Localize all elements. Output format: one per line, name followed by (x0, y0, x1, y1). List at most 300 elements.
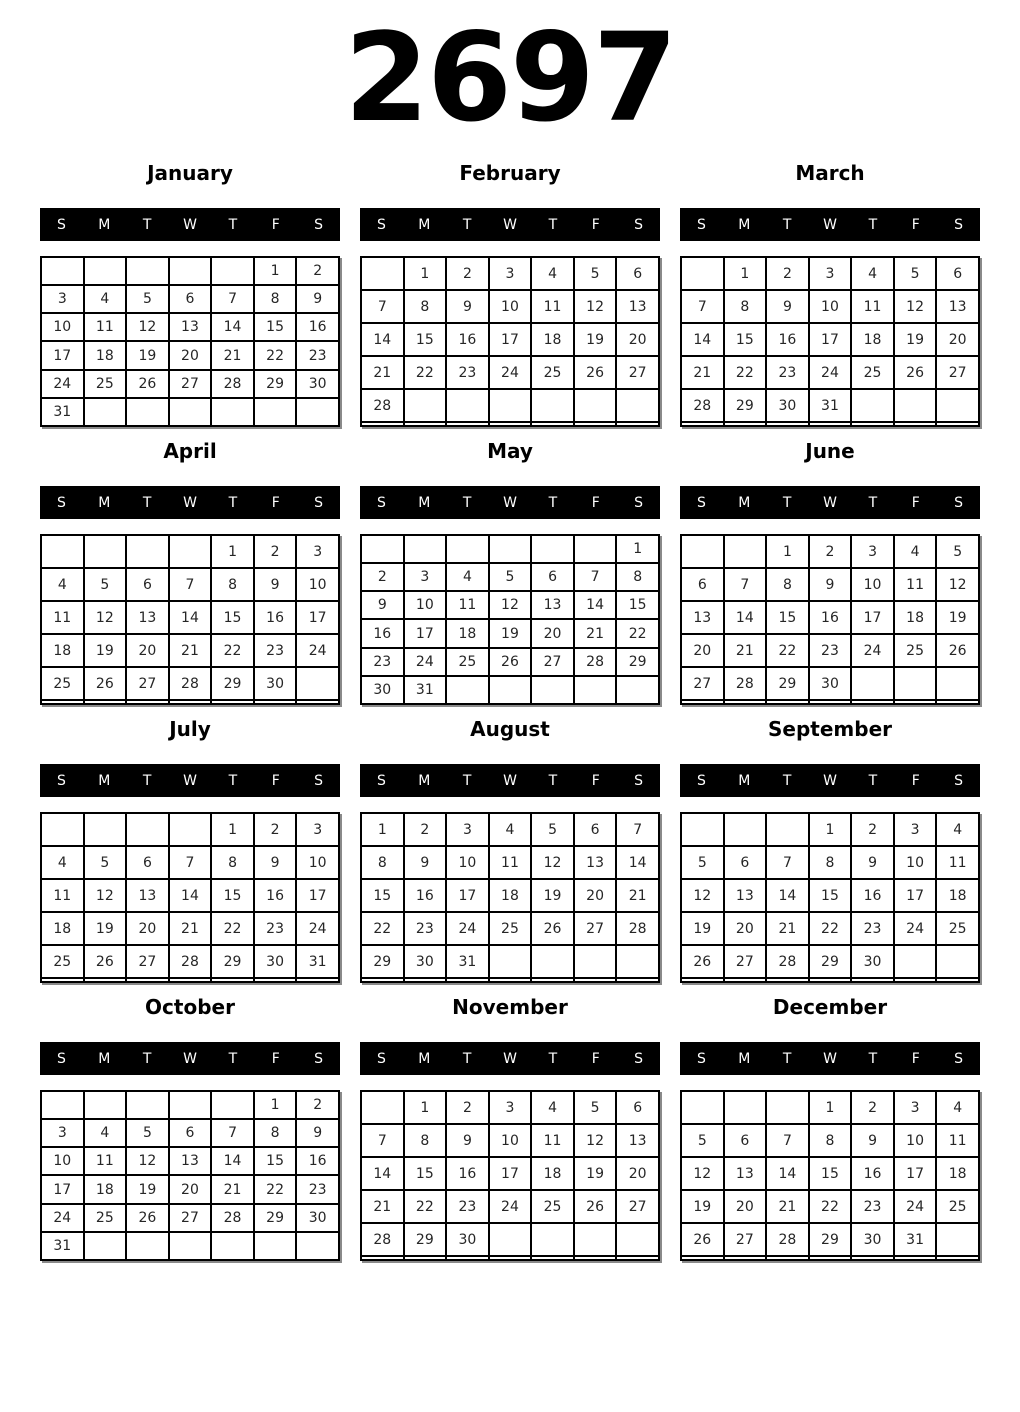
day-cell: 18 (937, 1158, 980, 1191)
day-cell: 11 (42, 880, 85, 913)
day-cell: 23 (810, 635, 853, 668)
weekday-label: M (98, 1050, 111, 1067)
day-cell: 29 (362, 946, 405, 979)
day-cell: 28 (767, 1224, 810, 1257)
day-cell: 17 (852, 602, 895, 635)
day-cell-empty (725, 1257, 768, 1261)
day-cell-empty (937, 946, 980, 979)
day-cell: 15 (767, 602, 810, 635)
day-cell: 20 (170, 342, 213, 370)
day-cell: 21 (617, 880, 660, 913)
weekday-label: M (738, 772, 751, 789)
month-title: September (768, 717, 892, 741)
weekday-label: T (142, 1050, 152, 1067)
day-cell: 11 (490, 847, 533, 880)
weekday-label: W (823, 772, 837, 789)
day-cell-empty (255, 1233, 298, 1261)
day-cell: 1 (810, 1092, 853, 1125)
day-cell: 3 (490, 258, 533, 291)
day-cell: 15 (212, 602, 255, 635)
day-cell: 24 (490, 1191, 533, 1224)
day-cell: 10 (490, 291, 533, 324)
day-cell: 18 (42, 635, 85, 668)
day-cell: 14 (362, 324, 405, 357)
weekday-label: T (142, 494, 152, 511)
day-cell-empty (725, 1092, 768, 1125)
day-cell: 20 (617, 1158, 660, 1191)
day-cell: 20 (725, 1191, 768, 1224)
day-cell: 20 (170, 1176, 213, 1204)
day-cell: 25 (85, 371, 128, 399)
day-cell: 14 (170, 602, 213, 635)
weekday-label: M (418, 216, 431, 233)
day-cell: 14 (362, 1158, 405, 1191)
day-cell: 7 (170, 847, 213, 880)
day-cell: 26 (127, 371, 170, 399)
day-cell-empty (575, 536, 618, 564)
week-row (42, 814, 340, 847)
weekday-label: T (868, 772, 878, 789)
weekday-label: T (868, 494, 878, 511)
day-cell: 2 (255, 536, 298, 569)
day-cell: 17 (810, 324, 853, 357)
week-row (682, 536, 980, 569)
week-row (42, 1120, 340, 1148)
day-cell: 8 (362, 847, 405, 880)
day-cell: 28 (362, 390, 405, 423)
day-cell: 17 (490, 324, 533, 357)
day-cell-empty (42, 1092, 85, 1120)
day-cell-empty (532, 677, 575, 705)
month-day-grid (680, 534, 980, 705)
weekday-label: T (548, 1050, 558, 1067)
day-cell-empty (937, 668, 980, 701)
day-cell: 30 (255, 946, 298, 979)
day-cell: 13 (725, 880, 768, 913)
weekday-header-bar (360, 208, 660, 241)
day-cell: 6 (127, 847, 170, 880)
weekday-label: M (738, 1050, 751, 1067)
day-cell: 18 (937, 880, 980, 913)
day-cell: 15 (255, 314, 298, 342)
weekday-label: F (911, 494, 920, 511)
day-cell: 8 (405, 1125, 448, 1158)
weekday-label: F (271, 1050, 280, 1067)
day-cell: 16 (255, 880, 298, 913)
week-row (42, 258, 340, 286)
day-cell: 21 (212, 1176, 255, 1204)
day-cell: 13 (532, 592, 575, 620)
day-cell-empty (405, 536, 448, 564)
weekday-label: M (738, 216, 751, 233)
day-cell: 2 (255, 814, 298, 847)
day-cell: 16 (297, 314, 340, 342)
month-day-grid-body (42, 814, 340, 983)
week-row (362, 946, 660, 979)
month-day-grid-body (42, 1092, 340, 1261)
month-day-grid-body (362, 258, 660, 427)
week-row (42, 1233, 340, 1261)
day-cell: 1 (212, 536, 255, 569)
day-cell: 12 (895, 291, 938, 324)
day-cell: 30 (447, 1224, 490, 1257)
month-day-grid-body (42, 258, 340, 427)
day-cell-empty (362, 1257, 405, 1261)
day-cell: 30 (767, 390, 810, 423)
day-cell: 19 (490, 620, 533, 648)
day-cell: 27 (170, 1205, 213, 1233)
weekday-label: T (228, 772, 238, 789)
week-row (42, 569, 340, 602)
week-row (42, 847, 340, 880)
day-cell: 6 (725, 1125, 768, 1158)
day-cell: 10 (895, 1125, 938, 1158)
day-cell: 25 (532, 357, 575, 390)
day-cell: 11 (937, 847, 980, 880)
week-row (42, 913, 340, 946)
week-row (682, 1224, 980, 1257)
month-title: May (487, 439, 533, 463)
day-cell: 23 (852, 913, 895, 946)
day-cell-empty (127, 536, 170, 569)
weekday-header-bar (680, 208, 980, 241)
day-cell: 31 (810, 390, 853, 423)
day-cell-empty (362, 536, 405, 564)
day-cell: 26 (682, 946, 725, 979)
week-row (682, 1125, 980, 1158)
day-cell: 21 (767, 913, 810, 946)
day-cell: 16 (255, 602, 298, 635)
weekday-label: S (954, 216, 964, 233)
day-cell-empty (682, 814, 725, 847)
day-cell: 16 (362, 620, 405, 648)
day-cell: 1 (362, 814, 405, 847)
weekday-label: S (376, 494, 386, 511)
day-cell: 7 (767, 847, 810, 880)
day-cell-empty (682, 1257, 725, 1261)
day-cell-empty (170, 258, 213, 286)
day-cell: 1 (255, 1092, 298, 1120)
day-cell: 3 (447, 814, 490, 847)
weekday-label: T (782, 772, 792, 789)
day-cell: 29 (212, 668, 255, 701)
day-cell-empty (617, 1224, 660, 1257)
month-day-grid (360, 812, 660, 983)
day-cell-empty (575, 946, 618, 979)
day-cell: 17 (895, 880, 938, 913)
day-cell: 9 (255, 569, 298, 602)
day-cell: 27 (725, 946, 768, 979)
weekday-label: W (503, 494, 517, 511)
day-cell: 8 (255, 1120, 298, 1148)
weekday-label: M (98, 494, 111, 511)
day-cell: 10 (297, 847, 340, 880)
day-cell: 23 (255, 635, 298, 668)
week-row (42, 1148, 340, 1176)
day-cell: 4 (937, 1092, 980, 1125)
day-cell: 2 (362, 564, 405, 592)
day-cell: 5 (127, 1120, 170, 1148)
weekday-label: S (634, 1050, 644, 1067)
day-cell: 5 (575, 1092, 618, 1125)
day-cell: 19 (575, 1158, 618, 1191)
month-block-april (40, 427, 340, 705)
day-cell: 5 (937, 536, 980, 569)
week-row (362, 536, 660, 564)
weekday-label: S (56, 216, 66, 233)
day-cell-empty (682, 1092, 725, 1125)
week-row (362, 1158, 660, 1191)
day-cell: 22 (405, 357, 448, 390)
weekday-label: W (823, 1050, 837, 1067)
day-cell: 3 (42, 286, 85, 314)
day-cell: 18 (490, 880, 533, 913)
day-cell: 14 (725, 602, 768, 635)
day-cell: 17 (490, 1158, 533, 1191)
day-cell-empty (490, 677, 533, 705)
day-cell: 30 (297, 371, 340, 399)
month-block-january (40, 149, 340, 427)
weekday-header-bar (360, 764, 660, 797)
day-cell: 10 (810, 291, 853, 324)
day-cell: 4 (895, 536, 938, 569)
day-cell: 22 (810, 913, 853, 946)
weekday-label: F (911, 772, 920, 789)
day-cell: 26 (575, 1191, 618, 1224)
weekday-header-bar (40, 208, 340, 241)
day-cell: 8 (767, 569, 810, 602)
day-cell: 5 (532, 814, 575, 847)
day-cell: 9 (297, 286, 340, 314)
day-cell: 5 (682, 1125, 725, 1158)
day-cell: 13 (127, 602, 170, 635)
day-cell: 1 (255, 258, 298, 286)
day-cell-empty (212, 1092, 255, 1120)
weekday-label: W (823, 216, 837, 233)
day-cell: 26 (895, 357, 938, 390)
day-cell: 4 (532, 1092, 575, 1125)
day-cell: 6 (937, 258, 980, 291)
day-cell: 18 (85, 1176, 128, 1204)
day-cell: 24 (405, 649, 448, 677)
weekday-label: W (183, 772, 197, 789)
month-title: February (459, 161, 561, 185)
day-cell: 31 (42, 399, 85, 427)
week-row (682, 1092, 980, 1125)
day-cell: 1 (725, 258, 768, 291)
day-cell: 4 (490, 814, 533, 847)
week-row (682, 847, 980, 880)
day-cell: 6 (532, 564, 575, 592)
day-cell: 24 (42, 1205, 85, 1233)
weekday-label: S (696, 216, 706, 233)
day-cell: 10 (405, 592, 448, 620)
weekday-label: T (782, 216, 792, 233)
month-day-grid (40, 534, 340, 705)
week-row (362, 1125, 660, 1158)
week-row (42, 342, 340, 370)
day-cell: 3 (810, 258, 853, 291)
day-cell: 19 (895, 324, 938, 357)
months-grid (40, 149, 980, 1261)
weekday-label: W (503, 1050, 517, 1067)
week-row (362, 677, 660, 705)
day-cell: 2 (852, 814, 895, 847)
week-row (362, 1257, 660, 1261)
day-cell: 24 (895, 913, 938, 946)
weekday-label: W (183, 494, 197, 511)
day-cell: 7 (170, 569, 213, 602)
week-row (682, 602, 980, 635)
day-cell: 22 (212, 913, 255, 946)
week-row (362, 357, 660, 390)
month-title: October (145, 995, 235, 1019)
day-cell: 29 (767, 668, 810, 701)
day-cell: 25 (42, 946, 85, 979)
day-cell: 26 (575, 357, 618, 390)
week-row (682, 357, 980, 390)
day-cell: 18 (85, 342, 128, 370)
weekday-label: S (696, 494, 706, 511)
weekday-label: M (98, 772, 111, 789)
month-day-grid (680, 1090, 980, 1261)
month-block-june (680, 427, 980, 705)
day-cell: 23 (405, 913, 448, 946)
day-cell: 17 (297, 602, 340, 635)
day-cell-empty (682, 258, 725, 291)
day-cell: 25 (532, 1191, 575, 1224)
day-cell: 3 (297, 536, 340, 569)
day-cell: 23 (297, 342, 340, 370)
day-cell: 29 (810, 946, 853, 979)
day-cell: 31 (895, 1224, 938, 1257)
day-cell: 19 (85, 635, 128, 668)
day-cell: 12 (127, 314, 170, 342)
day-cell: 28 (575, 649, 618, 677)
day-cell-empty (767, 1257, 810, 1261)
day-cell: 31 (447, 946, 490, 979)
day-cell: 29 (810, 1224, 853, 1257)
day-cell: 11 (895, 569, 938, 602)
day-cell-empty (895, 1257, 938, 1261)
day-cell-empty (617, 677, 660, 705)
day-cell-empty (490, 1224, 533, 1257)
day-cell: 22 (767, 635, 810, 668)
day-cell: 23 (852, 1191, 895, 1224)
weekday-label: F (591, 772, 600, 789)
day-cell: 16 (297, 1148, 340, 1176)
weekday-label: T (142, 772, 152, 789)
week-row (682, 291, 980, 324)
weekday-label: S (56, 494, 66, 511)
month-day-grid (40, 256, 340, 427)
week-row (42, 1205, 340, 1233)
day-cell: 5 (575, 258, 618, 291)
day-cell: 3 (490, 1092, 533, 1125)
day-cell: 14 (767, 1158, 810, 1191)
day-cell: 12 (682, 1158, 725, 1191)
day-cell: 22 (725, 357, 768, 390)
day-cell: 5 (895, 258, 938, 291)
day-cell-empty (127, 1233, 170, 1261)
day-cell: 28 (617, 913, 660, 946)
day-cell: 2 (810, 536, 853, 569)
day-cell: 23 (767, 357, 810, 390)
week-row (682, 1191, 980, 1224)
day-cell: 13 (170, 314, 213, 342)
day-cell: 18 (532, 324, 575, 357)
week-row (362, 324, 660, 357)
day-cell: 23 (362, 649, 405, 677)
day-cell: 4 (42, 569, 85, 602)
weekday-label: F (591, 216, 600, 233)
day-cell: 13 (937, 291, 980, 324)
week-row (42, 668, 340, 701)
day-cell: 21 (362, 357, 405, 390)
day-cell: 14 (170, 880, 213, 913)
day-cell: 7 (362, 1125, 405, 1158)
week-row (362, 1224, 660, 1257)
day-cell: 15 (255, 1148, 298, 1176)
weekday-label: W (503, 216, 517, 233)
day-cell: 21 (170, 913, 213, 946)
day-cell: 28 (212, 371, 255, 399)
day-cell: 28 (212, 1205, 255, 1233)
weekday-header-bar (680, 1042, 980, 1075)
day-cell: 24 (297, 913, 340, 946)
month-block-october (40, 983, 340, 1261)
day-cell: 23 (297, 1176, 340, 1204)
day-cell: 15 (617, 592, 660, 620)
week-row (42, 371, 340, 399)
day-cell: 7 (575, 564, 618, 592)
day-cell: 20 (937, 324, 980, 357)
day-cell: 1 (617, 536, 660, 564)
day-cell: 18 (852, 324, 895, 357)
day-cell: 14 (575, 592, 618, 620)
day-cell-empty (127, 1092, 170, 1120)
day-cell: 14 (617, 847, 660, 880)
day-cell: 15 (212, 880, 255, 913)
month-title: June (805, 439, 855, 463)
day-cell: 21 (362, 1191, 405, 1224)
day-cell-empty (767, 1092, 810, 1125)
day-cell-empty (42, 258, 85, 286)
day-cell: 27 (937, 357, 980, 390)
day-cell: 19 (937, 602, 980, 635)
day-cell: 18 (447, 620, 490, 648)
weekday-label: F (911, 216, 920, 233)
weekday-label: W (823, 494, 837, 511)
day-cell: 20 (725, 913, 768, 946)
day-cell: 18 (42, 913, 85, 946)
day-cell: 5 (85, 569, 128, 602)
month-day-grid (360, 534, 660, 705)
day-cell: 16 (405, 880, 448, 913)
week-row (362, 847, 660, 880)
week-row (362, 291, 660, 324)
day-cell: 1 (767, 536, 810, 569)
day-cell: 26 (490, 649, 533, 677)
week-row (682, 258, 980, 291)
day-cell-empty (405, 390, 448, 423)
day-cell-empty (170, 399, 213, 427)
day-cell: 9 (810, 569, 853, 602)
day-cell: 8 (405, 291, 448, 324)
day-cell-empty (297, 399, 340, 427)
day-cell-empty (85, 536, 128, 569)
week-row (362, 620, 660, 648)
